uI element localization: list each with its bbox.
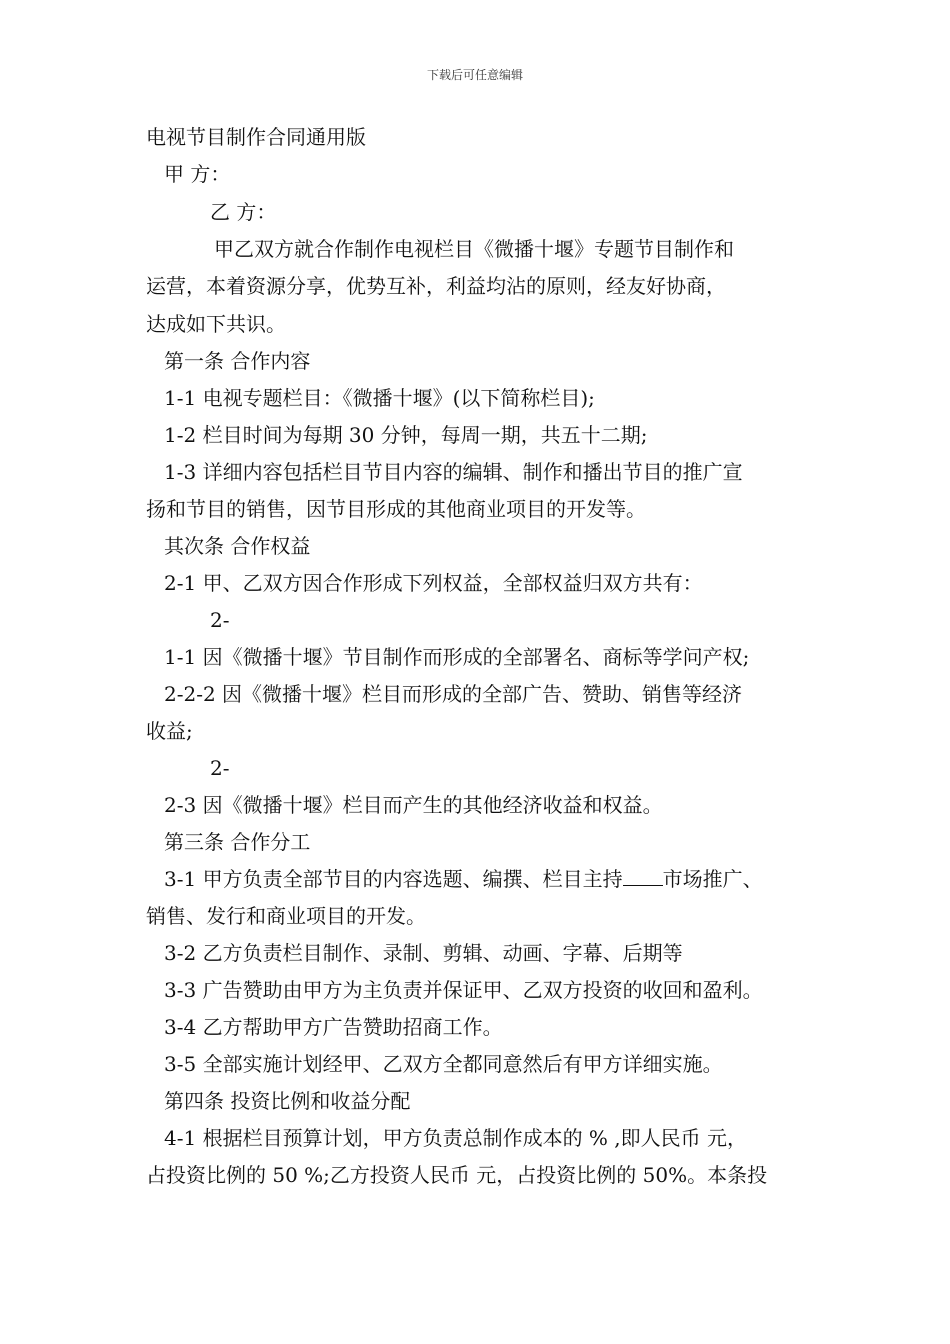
article-4-heading: 第四条 投资比例和收益分配: [164, 1089, 411, 1113]
clause-3-3: 3-3 广告赞助由甲方为主负责并保证甲、乙双方投资的收回和盈利。: [164, 978, 763, 1002]
clause-2-2-2-line-2: 收益;: [146, 719, 193, 743]
intro-line-1: 甲乙双方就合作制作电视栏目《微播十堰》专题节目制作和: [214, 237, 734, 261]
clause-4-1-line-1: 4-1 根据栏目预算计划，甲方负责总制作成本的 % ,即人民币 元，: [164, 1126, 747, 1150]
article-3-heading: 第三条 合作分工: [164, 830, 311, 854]
party-a: 甲 方：: [164, 162, 231, 186]
clause-3-1-line-2: 销售、发行和商业项目的开发。: [146, 904, 426, 928]
clause-4-1-line-2: 占投资比例的 50 %;乙方投资人民币 元，占投资比例的 50%。本条投: [146, 1163, 768, 1187]
clause-3-1-line-1: [164, 866, 864, 892]
document-title: 电视节目制作合同通用版: [146, 125, 366, 149]
page-header: 下载后可任意编辑: [426, 68, 523, 82]
clause-3-1-text-b: 市场推广、: [662, 867, 763, 891]
article-1-heading: 第一条 合作内容: [164, 349, 311, 373]
clause-1-3-line-1: 1-3 详细内容包括栏目节目内容的编辑、制作和播出节目的推广宣: [164, 460, 743, 484]
clause-3-5: 3-5 全部实施计划经甲、乙双方全都同意然后有甲方详细实施。: [164, 1052, 723, 1076]
clause-2-3: 2-3 因《微播十堰》栏目而产生的其他经济收益和权益。: [164, 793, 663, 817]
party-b: 乙 方：: [210, 200, 277, 224]
intro-line-2: 运营，本着资源分享，优势互补，利益均沾的原则，经友好协商，: [146, 274, 726, 298]
clause-2-1-1: 1-1 因《微播十堰》节目制作而形成的全部署名、商标等学问产权;: [164, 645, 750, 669]
clause-3-4: 3-4 乙方帮助甲方广告赞助招商工作。: [164, 1015, 503, 1039]
clause-1-1: 1-1 电视专题栏目：《微播十堰》(以下简称栏目);: [164, 386, 595, 410]
intro-line-3: 达成如下共识。: [146, 312, 286, 336]
clause-fragment-2: 2-: [210, 756, 230, 780]
fill-in-blank[interactable]: [623, 867, 663, 886]
clause-3-2: 3-2 乙方负责栏目制作、录制、剪辑、动画、字幕、后期等: [164, 941, 683, 965]
clause-1-2: 1-2 栏目时间为每期 30 分钟，每周一期，共五十二期;: [164, 423, 648, 447]
clause-2-1: 2-1 甲、乙双方因合作形成下列权益，全部权益归双方共有：: [164, 571, 703, 595]
clause-1-3-line-2: 扬和节目的销售，因节目形成的其他商业项目的开发等。: [146, 497, 646, 521]
clause-2-2-2-line-1: 2-2-2 因《微播十堰》栏目而形成的全部广告、赞助、销售等经济: [164, 682, 743, 706]
article-2-heading: 其次条 合作权益: [164, 534, 311, 558]
clause-fragment-1: 2-: [210, 608, 230, 632]
clause-3-1-text-a: 3-1 甲方负责全部节目的内容选题、编撰、栏目主持: [164, 867, 623, 891]
